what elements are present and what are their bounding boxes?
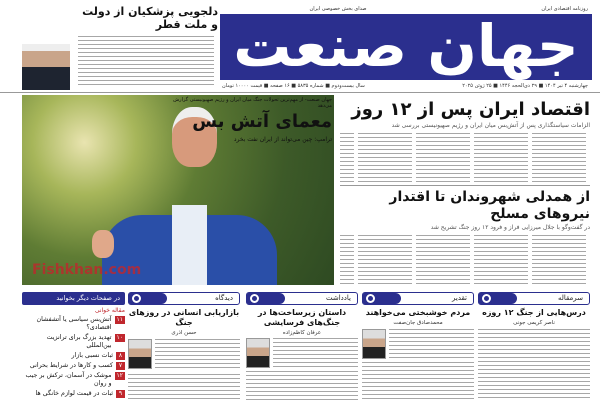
other-page-item[interactable]	[22, 372, 125, 388]
top-left-headline: دلجویی پزشکیان از دولت و ملت قطر	[82, 5, 218, 31]
photo-title: معمای آتش بس	[192, 111, 332, 132]
divider	[340, 185, 590, 186]
item-title: موشک در آسمان، ترکش بر جیب و روان	[25, 372, 112, 387]
masthead-logo: جهان صنعت	[220, 14, 592, 80]
photo-kicker: جهان صنعت- از مهم‌ترین تحولات جنگ میان ایران و رژیم صهیونیستی گزارش می‌دهد	[173, 97, 332, 109]
paper-type: روزنامه اقتصادی ایران	[541, 6, 588, 12]
other-page-item[interactable]	[22, 390, 125, 398]
author-photo	[246, 338, 270, 368]
column-title: مردم خوشبختی می‌خواهند	[365, 308, 471, 317]
section-tab	[246, 292, 358, 305]
watermark: Fishkhan.com	[32, 262, 142, 278]
section-label: دیدگاه	[215, 294, 233, 302]
column-body	[389, 329, 474, 359]
column-title: درس‌هایی از جنگ ۱۲ روزه	[482, 308, 586, 317]
lead-body	[340, 133, 590, 182]
date-line: چهارشنبه ۴ تیر ۱۴۰۴ ■ ۲۹ ذی‌الحجه ۱۴۴۶ ■ ۲۵ ژوئن ۲۰۲۵	[462, 83, 588, 89]
author-photo	[362, 329, 386, 359]
column-editorial	[478, 292, 590, 400]
page-number: ۱۱	[116, 316, 123, 323]
other-page-item[interactable]	[22, 316, 125, 332]
issue-line: سال بیست‌ودوم ■ شماره ۵۸۳۵ ■ ۱۶ صفحه ■ قیمت ۱۰۰۰۰ تومان	[222, 83, 365, 89]
figure-hand	[92, 230, 114, 258]
item-title: ثبات نسبی بازار	[71, 352, 113, 359]
item-title: تهدید بزرگ برای ترانزیت بین‌المللی	[46, 334, 112, 349]
lead-headline: اقتصاد ایران پس از ۱۲ روز	[351, 99, 590, 120]
column-author: ناصر کریمی جونی	[513, 320, 555, 326]
item-title: ثبات در قیمت لوازم خانگی ها	[35, 390, 113, 397]
column-taqdir	[362, 292, 474, 400]
second-body	[340, 235, 590, 284]
page-number: ۸	[116, 352, 125, 360]
section-tab	[478, 292, 590, 305]
section-label: تقدیر	[452, 294, 467, 302]
figure-shirt	[172, 205, 207, 285]
column-body	[478, 329, 590, 400]
item-title: کسب و کارها در شرایط بحرانی	[29, 362, 113, 369]
column-viewpoint	[128, 292, 240, 400]
logo-icon	[132, 294, 141, 303]
column-author: عرفان کاظم‌زاده	[282, 330, 322, 336]
divider	[0, 92, 600, 93]
column-body	[128, 374, 240, 400]
other-pages-label: مقاله خوانی	[94, 307, 125, 314]
lead-subhead: الزامات سیاستگذاری پس از آتش‌بس میان ایران و رژیم صهیونیستی بررسی شد	[391, 122, 590, 129]
section-tab	[362, 292, 474, 305]
other-page-item[interactable]	[22, 352, 125, 360]
logo-icon	[366, 294, 375, 303]
column-author: محمدصادق جان‌صفت	[393, 320, 443, 326]
column-note	[246, 292, 358, 400]
author-photo	[128, 339, 152, 369]
other-page-item[interactable]	[22, 362, 125, 370]
second-subhead: در گفت‌وگو با جلال میرزایی فراز و فرود ۱۲ روز جنگ تشریح شد	[430, 224, 590, 231]
column-body	[362, 362, 474, 400]
other-page-item[interactable]	[22, 334, 125, 350]
pezeshkian-photo	[22, 44, 70, 90]
column-body	[155, 339, 240, 371]
section-tab	[128, 292, 240, 305]
column-body	[246, 371, 358, 400]
section-label: یادداشت	[326, 294, 351, 302]
second-headline: از همدلی شهروندان تا اقتدار نیروهای مسلح	[389, 189, 590, 222]
column-title: داستان زیرساخت‌ها در جنگ‌های فرسایشی	[257, 308, 347, 327]
top-left-body	[78, 36, 214, 86]
other-pages-heading: در صفحات دیگر بخوانید	[22, 292, 125, 305]
column-body	[273, 338, 358, 368]
column-author: حسن اذری	[171, 330, 197, 336]
logo-icon	[250, 294, 259, 303]
item-title: آتش‌بس سیاسی یا آتشفشان اقتصادی؟	[36, 316, 112, 331]
tagline: صدای بخش خصوصی ایران	[309, 6, 367, 12]
page-number: ۱۲	[116, 372, 123, 379]
photo-subtitle: ترامپ: چین می‌تواند از ایران نفت بخرد	[233, 136, 332, 143]
section-label: سرمقاله	[557, 294, 583, 302]
logo-icon	[482, 294, 491, 303]
right-column	[340, 99, 590, 287]
page-number: ۷	[116, 362, 125, 370]
other-pages	[22, 292, 125, 400]
other-pages-list	[22, 314, 125, 400]
page-number: ۱۰	[116, 334, 123, 341]
column-title: بازاریابی انسانی در روزهای جنگ	[128, 308, 240, 327]
page-number: ۹	[116, 390, 125, 398]
